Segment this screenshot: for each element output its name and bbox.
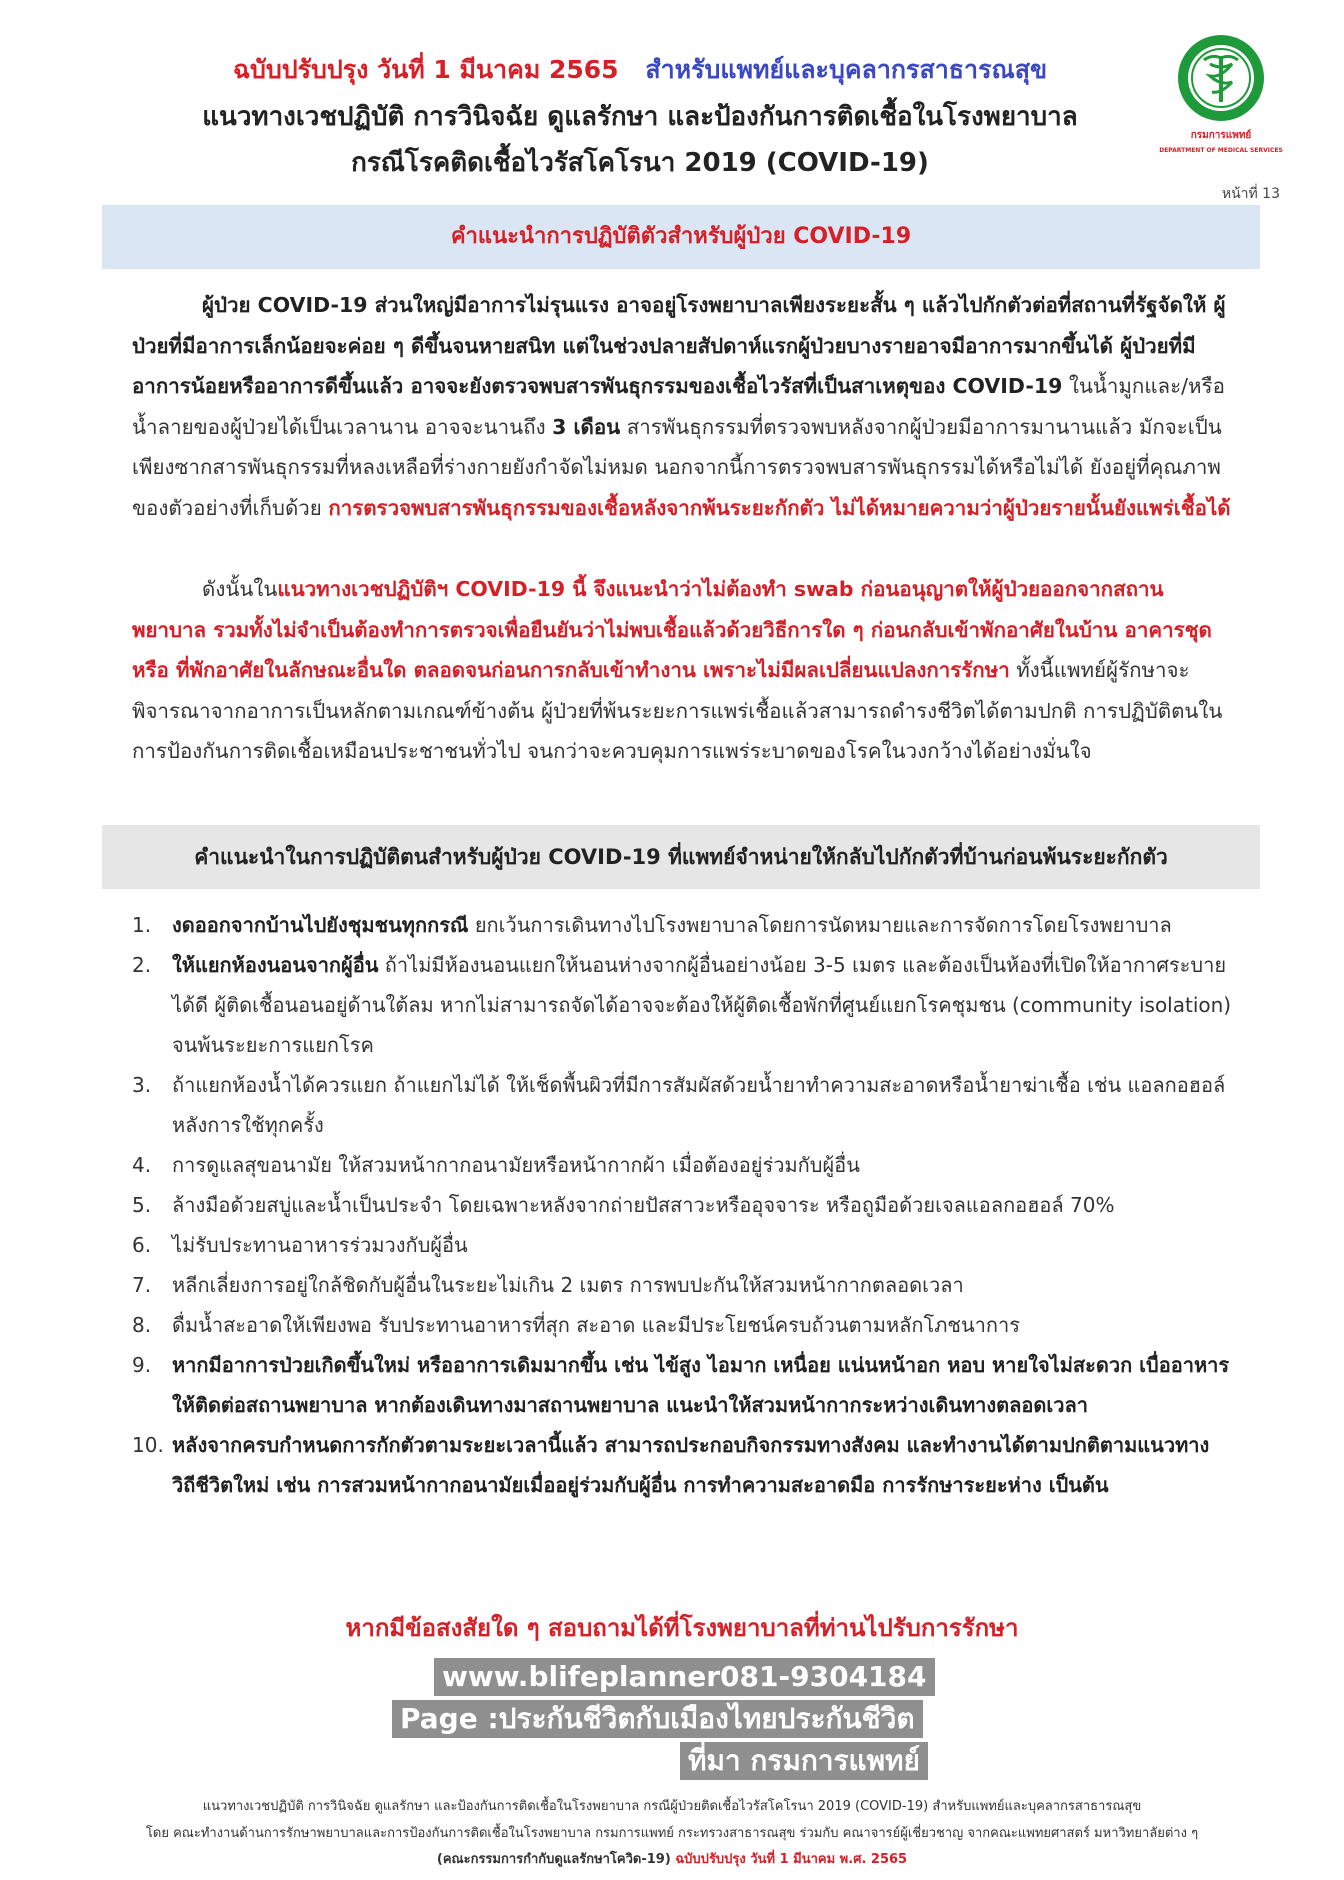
list-item	[132, 1145, 1232, 1185]
footer-line1: แนวทางเวชปฏิบัติ การวินิจฉัย ดูแลรักษา และป้องกันการติดเชื้อในโรงพยาบาล กรณีผู้ป่วยติดเชื้อไวรัสโคโรนา 2019 (COVID-19) สำหรับแพทย์และบุคลากรสาธารณสุข	[202, 1799, 1142, 1814]
paragraph-intro	[132, 285, 1232, 528]
list-number: 2.	[132, 953, 152, 977]
intro-months: 3 เดือน	[552, 414, 621, 439]
edition-line	[140, 50, 1140, 90]
list-number: 6.	[132, 1233, 152, 1257]
guideline-red-note: แนวทางเวชปฏิบัติฯ COVID-19 นี้ จึงแนะนำว่าไม่ต้องทำ swab ก่อนอนุญาตให้ผู้ป่วยออกจากสถานพยาบาล รวมทั้งไม่จำเป็นต้องทำการตรวจเพื่อยืนยันว่าไม่พบเชื้อแล้วด้วยวิธีการใด ๆ ก่อนกลับเข้าพักอาศัยในบ้าน อาคารชุด หรือ ที่พักอาศัยในลักษณะอื่นใด ตลอดจนก่อนการกลับเข้าทำงาน เพราะไม่มีผลเปลี่ยนแปลงการรักษา	[132, 577, 1212, 682]
list-item	[132, 945, 1232, 1065]
list-item	[132, 1425, 1232, 1505]
intro-text-a: ในน้ำมูกและ/หรือน้ำลายของผู้ป่วยได้เป็นเวลานาน อาจจะนานถึง	[132, 374, 1225, 439]
footer-line2: โดย คณะทำงานด้านการรักษาพยาบาลและการป้องกันการติดเชื้อในโรงพยาบาล กรมการแพทย์ กระทรวงสาธารณสุข ร่วมกับ คณาจารย์ผู้เชี่ยวชาญ จากคณะแพทยศาสตร์ มหาวิทยาลัยต่าง ๆ	[145, 1826, 1199, 1841]
list-number: 1.	[132, 913, 152, 937]
intro-red-note: การตรวจพบสารพันธุกรรมของเชื้อหลังจากพ้นระยะกักตัว ไม่ได้หมายความว่าผู้ป่วยรายนั้นยังแพร่เชื้อได้	[328, 495, 1231, 520]
watermark-website: www.blifeplanner081-9304184	[434, 1658, 935, 1696]
list-bold-text: หากมีอาการป่วยเกิดขึ้นใหม่ หรืออาการเดิมมากขึ้น เช่น ไข้สูง ไอมาก เหนื่อย แน่นหน้าอก หอบ หายใจไม่สะดวก เบื่ออาหาร ให้ติดต่อสถานพยาบาล หากต้องเดินทางมาสถานพยาบาล แนะนำให้สวมหน้ากากระหว่างเดินทางตลอดเวลา	[172, 1353, 1230, 1417]
watermark-page: Page :ประกันชีวิตกับเมืองไทยประกันชีวิต	[392, 1700, 923, 1738]
list-bold-text: ให้แยกห้องนอนจากผู้อื่น	[172, 953, 379, 977]
edition-date: ฉบับปรับปรุง วันที่ 1 มีนาคม 2565	[232, 55, 619, 84]
list-text: ล้างมือด้วยสบู่และน้ำเป็นประจำ โดยเฉพาะหลังจากถ่ายปัสสาวะหรืออุจจาระ หรือถูมือด้วยเจลแอลกอฮอล์ 70%	[172, 1193, 1115, 1217]
list-text: ยกเว้นการเดินทางไปโรงพยาบาลโดยการนัดหมายและการจัดการโดยโรงพยาบาล	[468, 913, 1172, 937]
list-number: 10.	[132, 1433, 164, 1457]
section-heading-home-isolation: คำแนะนำในการปฏิบัติตนสำหรับผู้ป่วย COVID-19 ที่แพทย์จำหน่ายให้กลับไปกักตัวที่บ้านก่อนพ้นระยะกักตัว	[102, 825, 1260, 889]
footer-edition: ฉบับปรับปรุง วันที่ 1 มีนาคม พ.ศ. 2565	[675, 1852, 908, 1867]
guideline-text-b: ทั้งนี้แพทย์ผู้รักษาจะพิจารณาจากอาการเป็นหลักตามเกณฑ์ข้างต้น ผู้ป่วยที่พ้นระยะการแพร่เชื้อแล้วสามารถดำรงชีวิตได้ตามปกติ การปฏิบัติตนในการป้องกันการติดเชื้อเหมือนประชาชนทั่วไป จนกว่าจะควบคุมการแพร่ระบาดของโรคในวงกว้างได้อย่างมั่นใจ	[132, 658, 1223, 763]
list-number: 4.	[132, 1153, 152, 1177]
list-item	[132, 905, 1232, 945]
logo-subname: DEPARTMENT OF MEDICAL SERVICES	[1159, 147, 1283, 154]
logo-name: กรมการแพทย์	[1190, 130, 1252, 141]
doc-title-line2: กรณีโรคติดเชื้อไวรัสโคโรนา 2019 (COVID-19)	[351, 148, 929, 178]
list-text: การดูแลสุขอนามัย ให้สวมหน้ากากอนามัยหรือหน้ากากผ้า เมื่อต้องอยู่ร่วมกับผู้อื่น	[172, 1153, 860, 1177]
intro-text-b: สารพันธุกรรมที่ตรวจพบหลังจากผู้ป่วยมีอาการมานานแล้ว มักจะเป็นเพียงซากสารพันธุกรรมที่หลงเหลือที่ร่างกายยังกำจัดไม่หมด นอกจากนี้การตรวจพบสารพันธุกรรมได้หรือไม่ได้ ยังอยู่ที่คุณภาพของตัวอย่างที่เก็บด้วย	[132, 414, 1222, 520]
doc-title-line1: แนวทางเวชปฏิบัติ การวินิจฉัย ดูแลรักษา และป้องกันการติดเชื้อในโรงพยาบาล	[202, 102, 1078, 132]
list-item	[132, 1225, 1232, 1265]
intro-bold-text: ผู้ป่วย COVID-19 ส่วนใหญ่มีอาการไม่รุนแรง อาจอยู่โรงพยาบาลเพียงระยะสั้น ๆ แล้วไปกักตัวต่อที่สถานที่รัฐจัดให้ ผู้ป่วยที่มีอาการเล็กน้อยจะค่อย ๆ ดีขึ้นจนหายสนิท แต่ในช่วงปลายสัปดาห์แรกผู้ป่วยบางรายอาจมีอาการมากขึ้นได้ ผู้ป่วยที่มีอาการน้อยหรืออาการดีขึ้นแล้ว อาจจะยังตรวจพบสารพันธุกรรมของเชื้อไวรัสที่เป็นสาเหตุของ COVID-19	[132, 293, 1226, 398]
footer-committee: (คณะกรรมการกำกับดูแลรักษาโควิด-19)	[436, 1852, 671, 1867]
advice-list	[132, 905, 1232, 1505]
list-number: 7.	[132, 1273, 152, 1297]
list-item	[132, 1345, 1232, 1425]
list-number: 5.	[132, 1193, 152, 1217]
list-text: ถ้าแยกห้องน้ำได้ควรแยก ถ้าแยกไม่ได้ ให้เช็ดพื้นผิวที่มีการสัมผัสด้วยน้ำยาทำความสะอาดหรือน้ำยาฆ่าเชื้อ เช่น แอลกอฮอล์หลังการใช้ทุกครั้ง	[172, 1073, 1226, 1137]
watermark-source: ที่มา กรมการแพทย์	[680, 1742, 928, 1780]
list-item	[132, 1305, 1232, 1345]
audience-label: สำหรับแพทย์และบุคลากรสาธารณสุข	[645, 55, 1048, 84]
contact-note: หากมีข้อสงสัยใด ๆ สอบถามได้ที่โรงพยาบาลที่ท่านไปรับการรักษา	[345, 1614, 1019, 1642]
list-item	[132, 1185, 1232, 1225]
list-text: ถ้าไม่มีห้องนอนแยกให้นอนห่างจากผู้อื่นอย่างน้อย 3-5 เมตร และต้องเป็นห้องที่เปิดให้อากาศระบายได้ดี ผู้ติดเชื้อนอนอยู่ด้านใต้ลม หากไม่สามารถจัดได้อาจจะต้องให้ผู้ติดเชื้อพักที่ศูนย์แยกโรคชุมชน (community isolation) จนพ้นระยะการแยกโรค	[172, 953, 1232, 1057]
list-item	[132, 1265, 1232, 1305]
list-number: 3.	[132, 1073, 152, 1097]
list-number: 9.	[132, 1353, 152, 1377]
list-bold-text: หลังจากครบกำหนดการกักตัวตามระยะเวลานี้แล้ว สามารถประกอบกิจกรรมทางสังคม และทำงานได้ตามปกติตามแนวทางวิถีชีวิตใหม่ เช่น การสวมหน้ากากอนามัยเมื่ออยู่ร่วมกับผู้อื่น การทำความสะอาดมือ การรักษาระยะห่าง เป็นต้น	[172, 1433, 1210, 1497]
list-text: หลีกเลี่ยงการอยู่ใกล้ชิดกับผู้อื่นในระยะไม่เกิน 2 เมตร การพบปะกันให้สวมหน้ากากตลอดเวลา	[172, 1273, 964, 1297]
list-text: ไม่รับประทานอาหารร่วมวงกับผู้อื่น	[172, 1233, 468, 1257]
section-heading-advice: คำแนะนำการปฏิบัติตัวสำหรับผู้ป่วย COVID-19	[102, 205, 1260, 269]
list-bold-text: งดออกจากบ้านไปยังชุมชนทุกกรณี	[172, 913, 469, 937]
list-text: ดื่มน้ำสะอาดให้เพียงพอ รับประทานอาหารที่สุก สะอาด และมีประโยชน์ครบถ้วนตามหลักโภชนาการ	[172, 1313, 1020, 1337]
guideline-text-a: ดังนั้นใน	[202, 577, 278, 601]
ministry-seal-icon	[1159, 30, 1283, 160]
page-number: หน้าที่ 13	[1221, 186, 1280, 202]
paragraph-guideline	[132, 569, 1232, 772]
footer-line3	[60, 1848, 1284, 1869]
list-number: 8.	[132, 1313, 152, 1337]
list-item	[132, 1065, 1232, 1145]
